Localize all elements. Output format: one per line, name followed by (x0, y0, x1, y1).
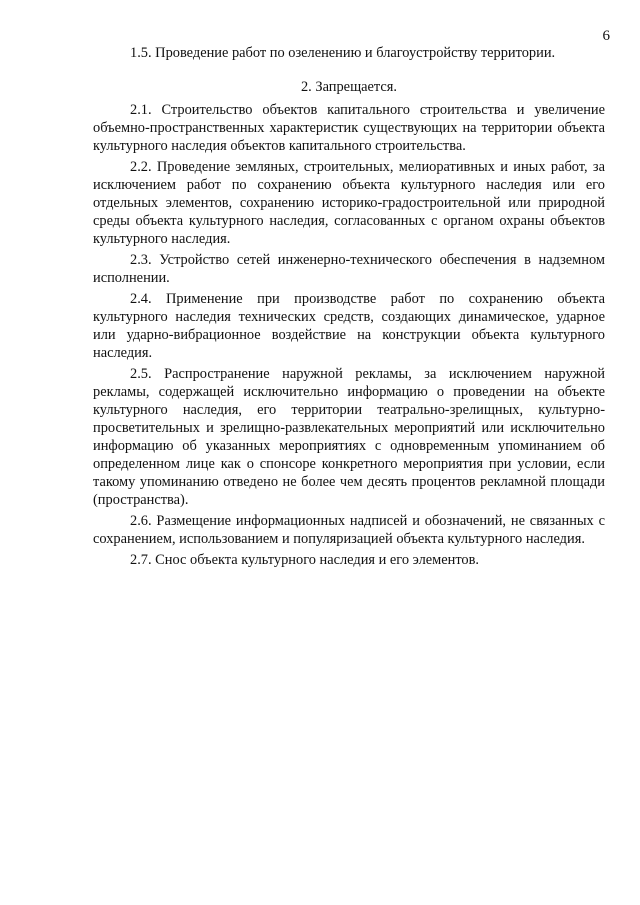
paragraph-2-5: 2.5. Распространение наружной рекламы, за исключением наружной рекламы, содержащей исключительно информацию о проведении на объекте культурного наследия, его территории театрально-зрелищных, культурно-просветительных и зрелищно-развлекательных мероприятий или исключительно информацию об указанных мероприятиях с одновременным упоминанием об определенном лице как о спонсоре конкретного мероприятия при условии, если такому упоминанию отведено не более чем десять процентов рекламной площади (пространства). (93, 366, 605, 508)
paragraph-2-6: 2.6. Размещение информационных надписей и обозначений, не связанных с сохранением, использованием и популяризацией объекта культурного наследия. (93, 513, 605, 547)
section-heading: 2. Запрещается. (300, 79, 397, 95)
page-number: 6 (602, 28, 610, 44)
paragraph-2-4: 2.4. Применение при производстве работ по сохранению объекта культурного наследия технических средств, создающих динамическое, ударное или ударно-вибрационное воздействие на конструкции объекта культурного наследия. (93, 291, 605, 361)
paragraph-2-3: 2.3. Устройство сетей инженерно-технического обеспечения в надземном исполнении. (93, 252, 605, 286)
paragraph-2-7: 2.7. Снос объекта культурного наследия и его элементов. (130, 552, 480, 568)
document-body (93, 44, 605, 572)
paragraph-2-1: 2.1. Строительство объектов капитального строительства и увеличение объемно-пространственных характеристик существующих на территории объекта культурного наследия объектов капитального строительства. (93, 102, 605, 154)
paragraph-1-5: 1.5. Проведение работ по озеленению и благоустройству территории. (130, 45, 556, 61)
paragraph-2-2: 2.2. Проведение земляных, строительных, мелиоративных и иных работ, за исключением работ по сохранению объекта культурного наследия или его отдельных элементов, сохранению историко-градостроительной или природной среды объекта культурного наследия, согласованных с органом охраны объектов культурного наследия. (93, 159, 605, 247)
